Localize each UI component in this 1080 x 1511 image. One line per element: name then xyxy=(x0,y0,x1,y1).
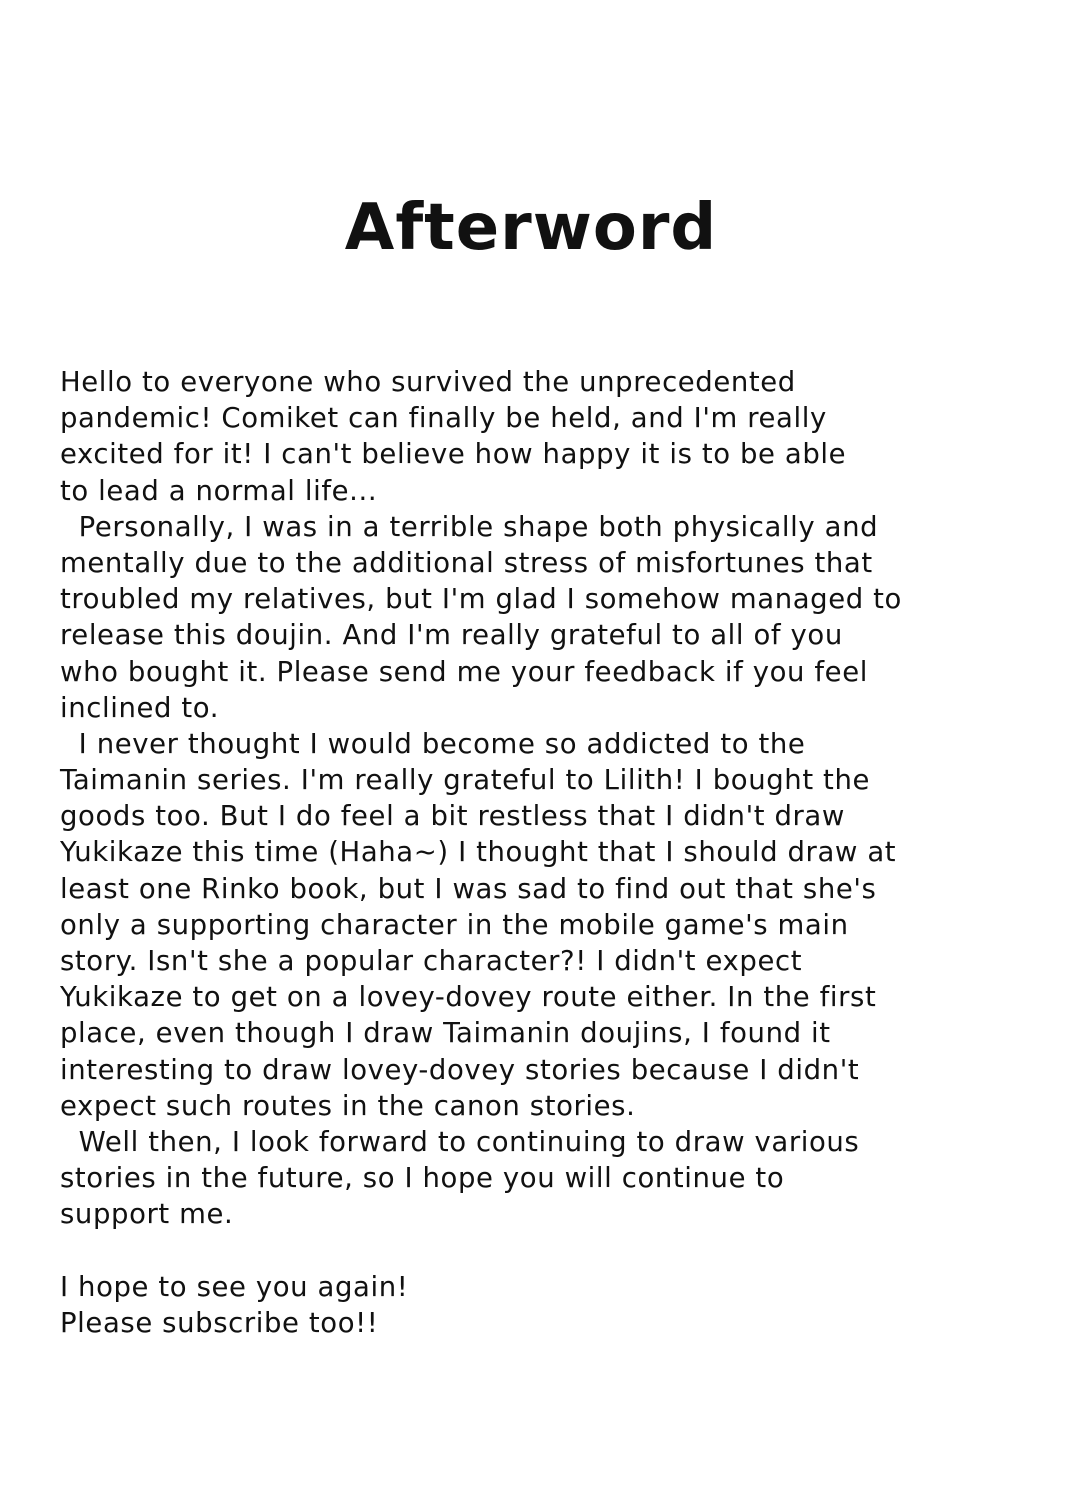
body-line: troubled my relatives, but I'm glad I somehow managed to xyxy=(60,583,902,616)
body-line: support me. xyxy=(60,1198,234,1231)
page-title: Afterword xyxy=(344,191,718,265)
body-line: excited for it! I can't believe how happy it is to be able xyxy=(60,438,847,471)
body-line: who bought it. Please send me your feedback if you feel xyxy=(60,655,868,688)
paragraph-gap xyxy=(60,1233,1060,1269)
closing-line: Please subscribe too!! xyxy=(60,1306,379,1339)
body-line: release this doujin. And I'm really grateful to all of you xyxy=(60,619,843,652)
afterword-body xyxy=(60,364,1060,1341)
body-line: interesting to draw lovey-dovey stories because I didn't xyxy=(60,1053,860,1086)
body-line: mentally due to the additional stress of misfortunes that xyxy=(60,546,873,579)
body-line: Yukikaze this time (Haha~) I thought that I should draw at xyxy=(60,836,897,869)
body-line: inclined to. xyxy=(60,691,220,724)
body-line: pandemic! Comiket can finally be held, and I'm really xyxy=(60,402,827,435)
body-line: Personally, I was in a terrible shape both physically and xyxy=(60,510,879,543)
body-line: story. Isn't she a popular character?! I didn't expect xyxy=(60,945,803,977)
body-line: to lead a normal life... xyxy=(60,474,378,507)
body-line: only a supporting character in the mobile game's main xyxy=(60,908,849,941)
body-line: Hello to everyone who survived the unprecedented xyxy=(60,366,796,398)
body-line: stories in the future, so I hope you will continue to xyxy=(60,1162,785,1195)
body-line: goods too. But I do feel a bit restless that I didn't draw xyxy=(60,800,845,833)
body-line: I never thought I would become so addicted to the xyxy=(60,727,806,760)
body-line: Taimanin series. I'm really grateful to Lilith! I bought the xyxy=(60,764,870,797)
body-line: expect such routes in the canon stories. xyxy=(60,1089,636,1122)
closing-line: I hope to see you again! xyxy=(60,1270,409,1303)
body-line: Well then, I look forward to continuing to draw various xyxy=(60,1125,860,1158)
body-line: place, even though I draw Taimanin doujins, I found it xyxy=(60,1017,831,1050)
body-line: least one Rinko book, but I was sad to find out that she's xyxy=(60,872,877,905)
body-line: Yukikaze to get on a lovey-dovey route either. In the first xyxy=(60,981,877,1014)
